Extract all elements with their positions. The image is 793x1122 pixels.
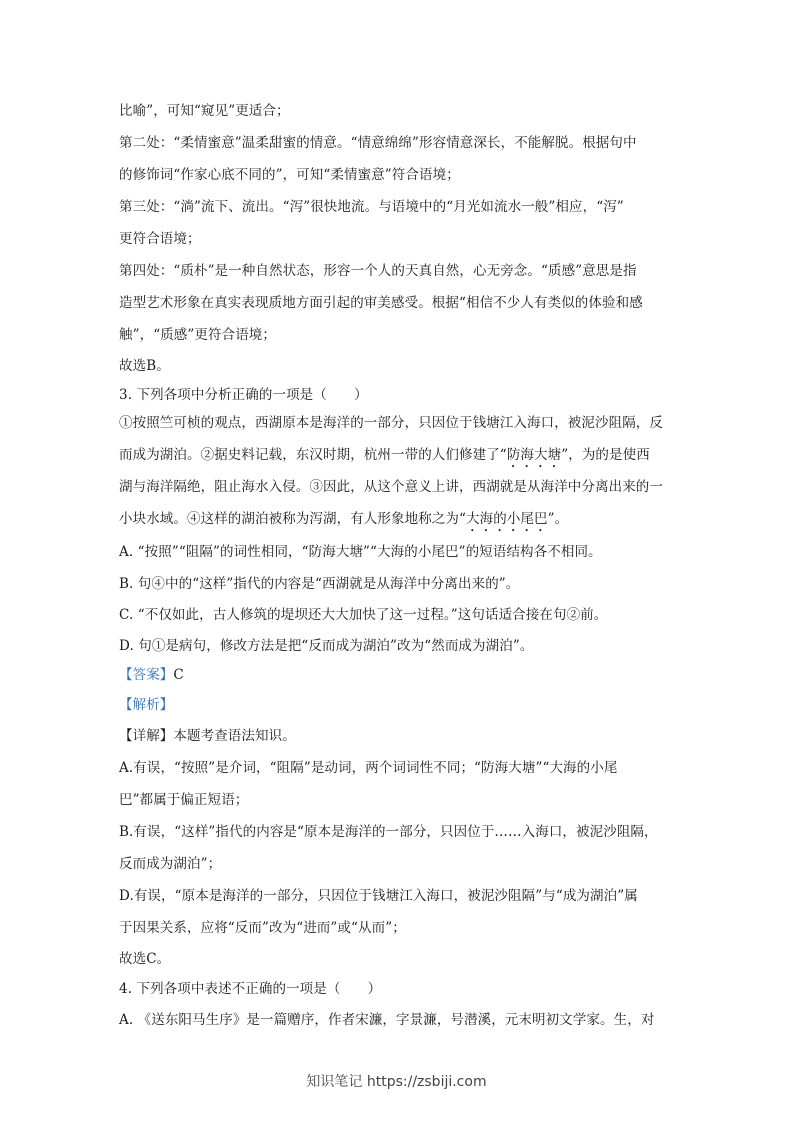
text-line: 造型艺术形象在真实表现质地方面引起的审美感受。根据“相信不少人有类似的体验和感 (119, 295, 643, 311)
emphasized-phrase: 大海的小尾巴 (466, 511, 548, 527)
option-d: D. 句①是病句，修改方法是把“反而成为湖泊”改为“然而成为湖泊”。 (119, 638, 534, 654)
detail-line: B.有误，“这样”指代的内容是“原本是海洋的一部分，只因位于……入海口，被泥沙阻隔， (119, 824, 658, 840)
detail-line: D.有误，“原本是海洋的一部分，只因位于钱塘江入海口，被泥沙阻隔”与“成为湖泊”属 (119, 888, 638, 904)
text-line: 第三处：“淌”流下、流出。“泻”很快地流。与语境中的“月光如流水一般”相应，“泻” (119, 199, 624, 215)
text-line: 更符合语境； (119, 231, 201, 247)
text-line: 触”，“质感”更符合语境； (119, 327, 277, 343)
detail-line: 故选C。 (119, 951, 171, 967)
text-line: 比喻”，可知“窥见”更适合； (119, 103, 290, 119)
passage-line: 而成为湖泊。②据史料记载，东汉时期，杭州一带的人们修建了“防海大塘”，为的是使西 (119, 447, 650, 463)
detail-line: A.有误，“按照”是介词，“阻隔”是动词，两个词词性不同；“防海大塘”“大海的小尾 (119, 760, 618, 776)
option-b: B. 句④中的“这样”指代的内容是“西湖就是从海洋中分离出来的”。 (119, 576, 520, 592)
analysis-line (119, 695, 693, 715)
emphasized-phrase: 防海大塘 (506, 447, 562, 463)
analysis-label: 【解析】 (119, 697, 174, 713)
footer-watermark: 知识笔记 https://zsbiji.com (306, 1074, 487, 1090)
detail-line: 【详解】本题考查语法知识。 (119, 728, 296, 744)
text-line: 故选B。 (119, 358, 170, 374)
detail-line: 巴”都属于偏正短语； (119, 792, 249, 808)
question-3-title: 3. 下列各项中分析正确的一项是（ ） (119, 387, 368, 403)
answer-value: C (173, 667, 184, 683)
answer-label: 【答案】 (119, 667, 174, 683)
detail-line: 于因果关系，应将“反而”改为“进而”或“从而”； (119, 920, 406, 936)
passage-line: 湖与海洋隔绝，阻止海水入侵。③因此，从这个意义上讲，西湖就是从海洋中分离出来的一 (119, 479, 663, 495)
question-4-title: 4. 下列各项中表述不正确的一项是（ ） (119, 981, 382, 997)
text-line: 的修饰词“作家心底不同的”，可知“柔情蜜意”符合语境； (119, 167, 460, 183)
text-line: 第二处：“柔情蜜意”温柔甜蜜的情意。“情意绵绵”形容情意深长，不能解脱。根据句中 (119, 135, 637, 151)
answer-line (119, 665, 693, 685)
detail-line: 反而成为湖泊”； (119, 856, 222, 872)
option-a: A. “按照”“阻隔”的词性相同，“防海大塘”“大海的小尾巴”的短语结构各不相同。 (119, 544, 602, 560)
passage-line: 小块水域。④这样的湖泊被称为泻湖，有人形象地称之为“大海的小尾巴”。 (119, 511, 569, 527)
passage-line: ①按照竺可桢的观点，西湖原本是海洋的一部分，只因位于钱塘江入海口，被泥沙阻隔，反 (119, 415, 663, 431)
option-c: C. “不仅如此，古人修筑的堤坝还大大加快了这一过程。”这句话适合接在句②前。 (119, 607, 608, 623)
text-line: 第四处：“质朴”是一种自然状态，形容一个人的天真自然，心无旁念。“质感”意思是指 (119, 263, 637, 279)
option-a: A. 《送东阳马生序》是一篇赠序，作者宋濂，字景濂，号潜溪，元末明初文学家。生，对 (119, 1012, 655, 1028)
